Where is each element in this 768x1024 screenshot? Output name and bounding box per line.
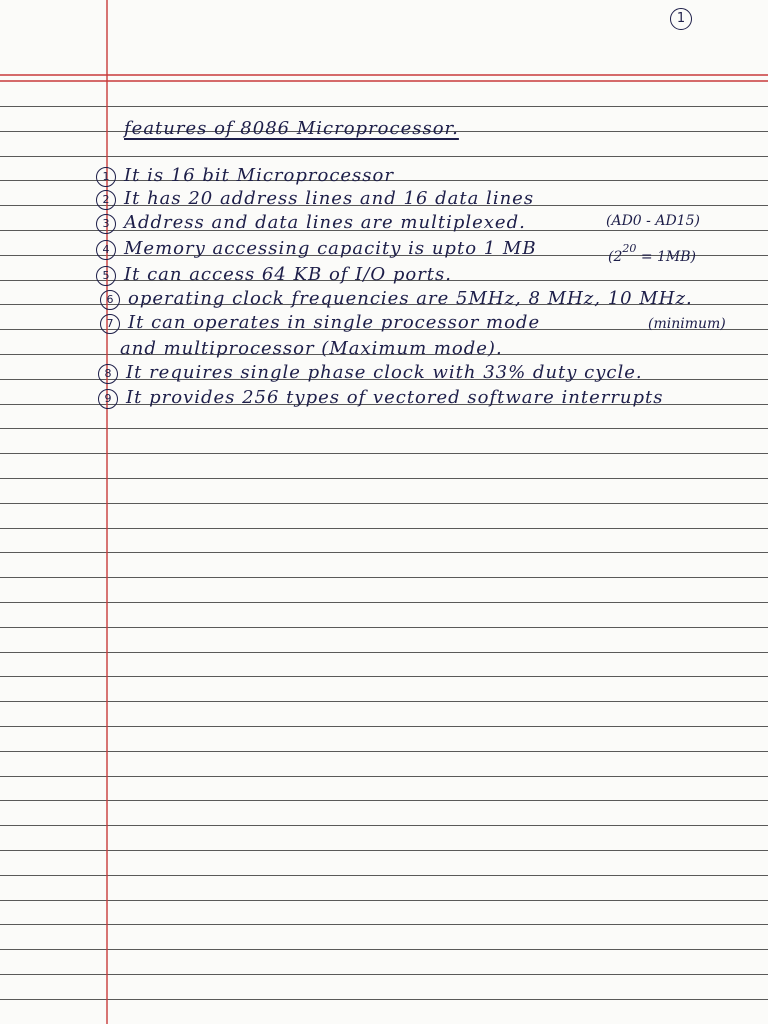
item-number: 4 [96,240,116,260]
item-text: It can access 64 KB of I/O ports. [124,264,452,285]
ruled-line [0,676,768,677]
ruled-line [0,999,768,1000]
ruled-line [0,850,768,851]
item-text: Address and data lines are multiplexed. [124,212,526,233]
ruled-line [0,924,768,925]
header-rule [0,74,768,76]
page-number: 1 [670,8,692,30]
item-text: It requires single phase clock with 33% duty cycle. [126,362,643,383]
item-7-continuation: and multiprocessor (Maximum mode). [120,338,503,359]
item-number: 6 [100,290,120,310]
item-number: 2 [96,190,116,210]
ruled-line [0,602,768,603]
item-number: 1 [96,167,116,187]
page-title: features of 8086 Microprocessor. [124,118,459,139]
item-number: 9 [98,389,118,409]
header-rule [0,80,768,82]
item-text: operating clock frequencies are 5MHz, 8 MHz, 10 MHz. [128,288,693,309]
ruled-line [0,156,768,157]
item-7-note: (minimum) [648,316,726,332]
list-item-2 [96,188,534,210]
ruled-line [0,428,768,429]
item-text: It is 16 bit Microprocessor [124,165,394,186]
ruled-line [0,800,768,801]
list-item-5 [96,264,452,286]
note-suffix: = 1MB) [636,249,696,265]
ruled-line [0,478,768,479]
item-text: It provides 256 types of vectored software interrupts [126,387,664,408]
list-item-3 [96,212,526,234]
item-4-note [608,238,696,268]
item-3-note: (AD0 - AD15) [606,213,700,229]
item-number: 8 [98,364,118,384]
list-item-9 [98,387,664,409]
ruled-line [0,776,768,777]
ruled-line [0,552,768,553]
ruled-line [0,726,768,727]
item-number: 7 [100,314,120,334]
margin-rule [106,0,108,1024]
list-item-8 [98,362,643,384]
item-text: It has 20 address lines and 16 data lines [124,188,535,209]
item-text: Memory accessing capacity is upto 1 MB [124,238,537,259]
ruled-line [0,825,768,826]
ruled-line [0,106,768,107]
ruled-line [0,577,768,578]
ruled-line [0,974,768,975]
list-item-4 [96,238,537,260]
ruled-line [0,949,768,950]
ruled-line [0,900,768,901]
ruled-line [0,751,768,752]
ruled-line [0,503,768,504]
note-superscript: 20 [622,242,637,255]
list-item-7 [100,312,540,334]
ruled-line [0,627,768,628]
ruled-line [0,875,768,876]
ruled-line [0,652,768,653]
ruled-line [0,453,768,454]
item-text: It can operates in single processor mode [128,312,541,333]
list-item-1 [96,165,394,187]
list-item-6 [100,288,693,310]
note-prefix: (2 [608,249,623,265]
ruled-line [0,528,768,529]
item-number: 3 [96,214,116,234]
item-number: 5 [96,266,116,286]
ruled-line [0,701,768,702]
